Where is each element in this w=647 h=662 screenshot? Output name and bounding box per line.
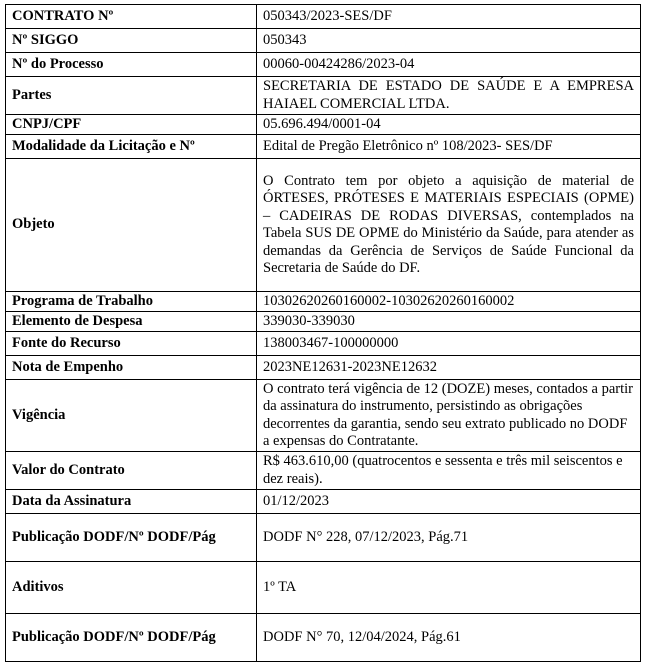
table-row xyxy=(6,514,641,562)
field-value: 05.696.494/0001-04 xyxy=(257,115,641,135)
table-row xyxy=(6,356,641,380)
field-value: DODF N° 70, 12/04/2024, Pág.61 xyxy=(257,614,641,662)
field-label: CNPJ/CPF xyxy=(6,115,257,135)
field-value: 10302620260160002-10302620260160002 xyxy=(257,292,641,312)
field-value: 01/12/2023 xyxy=(257,490,641,514)
field-value: O Contrato tem por objeto a aquisição de material de ÓRTESES, PRÓTESES E MATERIAIS ESPECIAIS (OPME) – CADEIRAS DE RODAS DIVERSAS, contemplados na Tabela SUS DE OPME do Ministério da Saúde, para atender as demandas da Gerência de Serviços de Saúde Funcional da Secretaria de Saúde do DF. xyxy=(257,159,641,292)
field-value: 00060-00424286/2023-04 xyxy=(257,53,641,77)
field-label: Data da Assinatura xyxy=(6,490,257,514)
field-label: Programa de Trabalho xyxy=(6,292,257,312)
field-label: Partes xyxy=(6,77,257,115)
field-value: O contrato terá vigência de 12 (DOZE) meses, contados a partir da assinatura do instrumento, persistindo as obrigações decorrentes da garantia, sendo seu extrato publicado no DODF a expensas do Contratante. xyxy=(257,380,641,452)
table-row xyxy=(6,452,641,490)
field-value: Edital de Pregão Eletrônico nº 108/2023- SES/DF xyxy=(257,135,641,159)
field-label: Nº SIGGO xyxy=(6,29,257,53)
field-label: Elemento de Despesa xyxy=(6,312,257,332)
field-label: Vigência xyxy=(6,380,257,452)
field-label: Publicação DODF/Nº DODF/Pág xyxy=(6,514,257,562)
field-value: 138003467-100000000 xyxy=(257,332,641,356)
field-value: DODF N° 228, 07/12/2023, Pág.71 xyxy=(257,514,641,562)
table-row xyxy=(6,312,641,332)
table-row xyxy=(6,29,641,53)
field-label: Objeto xyxy=(6,159,257,292)
field-value: R$ 463.610,00 (quatrocentos e sessenta e três mil seiscentos e dez reais). xyxy=(257,452,641,490)
field-value: SECRETARIA DE ESTADO DE SAÚDE E A EMPRESA HAIAEL COMERCIAL LTDA. xyxy=(257,77,641,115)
field-value: 1º TA xyxy=(257,562,641,614)
table-row xyxy=(6,115,641,135)
field-label: Publicação DODF/Nº DODF/Pág xyxy=(6,614,257,662)
contract-table xyxy=(5,4,641,662)
field-value: 050343/2023-SES/DF xyxy=(257,5,641,29)
table-row xyxy=(6,292,641,312)
field-label: Nota de Empenho xyxy=(6,356,257,380)
table-row xyxy=(6,53,641,77)
table-row xyxy=(6,332,641,356)
table-row xyxy=(6,614,641,662)
field-label: Nº do Processo xyxy=(6,53,257,77)
field-label: Fonte do Recurso xyxy=(6,332,257,356)
field-value: 2023NE12631-2023NE12632 xyxy=(257,356,641,380)
field-label: Valor do Contrato xyxy=(6,452,257,490)
table-row xyxy=(6,562,641,614)
table-row xyxy=(6,135,641,159)
table-row xyxy=(6,380,641,452)
table-row xyxy=(6,77,641,115)
field-label: Modalidade da Licitação e Nº xyxy=(6,135,257,159)
table-row xyxy=(6,490,641,514)
field-label: Aditivos xyxy=(6,562,257,614)
field-label: CONTRATO Nº xyxy=(6,5,257,29)
table-row xyxy=(6,5,641,29)
table-row xyxy=(6,159,641,292)
field-value: 050343 xyxy=(257,29,641,53)
field-value: 339030-339030 xyxy=(257,312,641,332)
